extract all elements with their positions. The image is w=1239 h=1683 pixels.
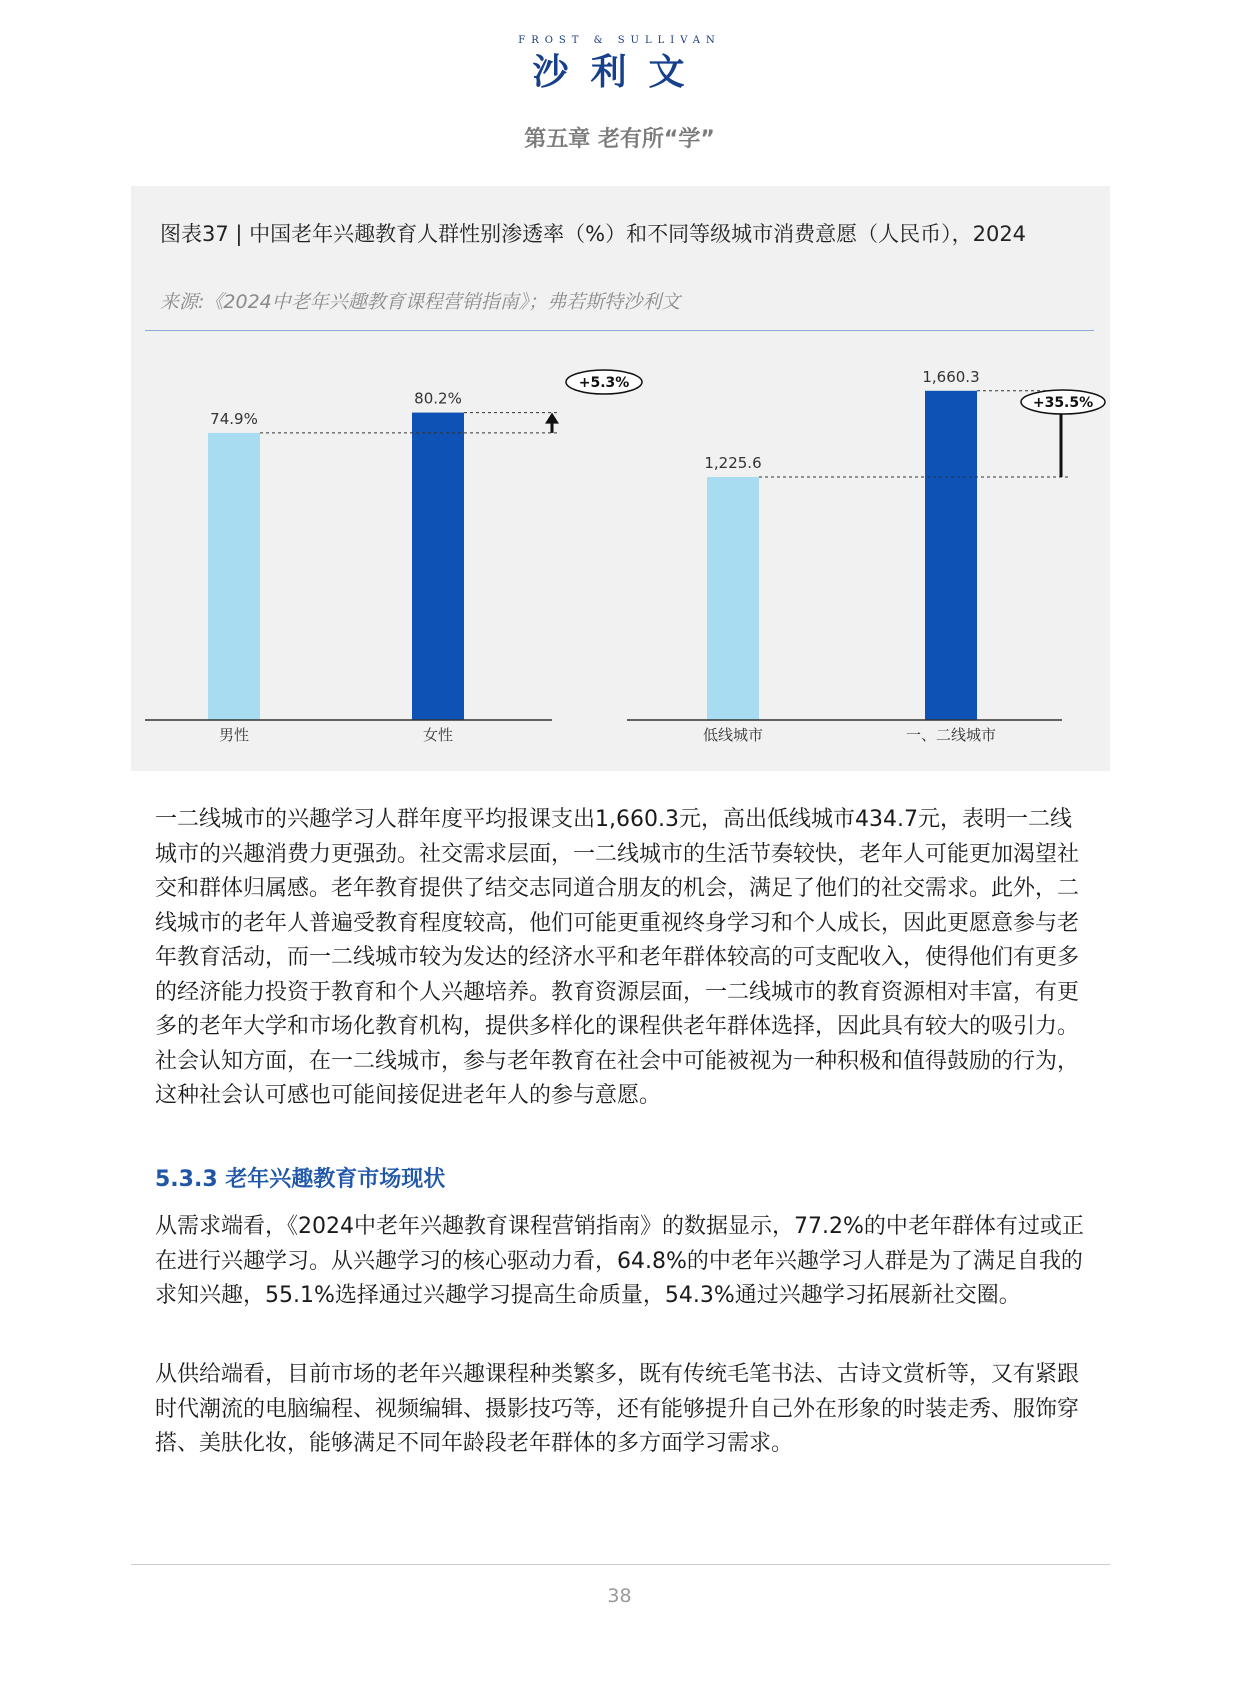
figure-title: 图表37 | 中国老年兴趣教育人群性别渗透率（%）和不同等级城市消费意愿（人民币），2024 [160, 222, 1027, 246]
bar-0-1 [412, 413, 464, 720]
bar-0-0 [208, 433, 260, 720]
data-label-1-1: 1,660.3 [922, 367, 980, 386]
figure-source: 来源:《2024中老年兴趣教育课程营销指南》；弗若斯特沙利文 [160, 291, 681, 313]
logo-english: FROST & SULLIVAN [518, 35, 721, 46]
diff-badge-label-1: +35.5% [1032, 395, 1094, 411]
body-paragraph-2: 从需求端看，《2024中老年兴趣教育课程营销指南》的数据显示，77.2%的中老年群体有过或正在进行兴趣学习。从兴趣学习的核心驱动力看，64.8%的中老年兴趣学习人群是为了满足自我的求知兴趣，55.1%选择通过兴趣学习提高生命质量，54.3%通过兴趣学习拓展新社交圈。 [155, 1214, 1084, 1308]
section-heading: 5.3.3 老年兴趣教育市场现状 [155, 1167, 446, 1192]
body-paragraph-3: 从供给端看，目前市场的老年兴趣课程种类繁多，既有传统毛笔书法、古诗文赏析等，又有紧跟时代潮流的电脑编程、视频编辑、摄影技巧等，还有能够提升自己外在形象的时装走秀、服饰穿搭、美肤化妆，能够满足不同年龄段老年群体的多方面学习需求。 [155, 1362, 1080, 1456]
data-label-0-1: 80.2% [414, 389, 462, 408]
category-label-1-0: 低线城市 [702, 726, 764, 744]
logo-chinese: 沙利文 [532, 52, 707, 93]
bar-charts [131, 186, 1110, 771]
bar-1-0 [707, 477, 759, 720]
chapter-title: 第五章 老有所“学” [524, 127, 715, 152]
diff-arrow-head-0 [545, 413, 559, 424]
body-paragraph-1: 一二线城市的兴趣学习人群年度平均报课支出1,660.3元，高出低线城市434.7元，表明一二线城市的兴趣消费力更强劲。社交需求层面，一二线城市的生活节奏较快，老年人可能更加渴望社交和群体归属感。老年教育提供了结交志同道合朋友的机会，满足了他们的社交需求。此外，二线城市的老年人普遍受教育程度较高，他们可能更重视终身学习和个人成长，因此更愿意参与老年教育活动，而一二线城市较为发达的经济水平和老年群体较高的可支配收入，使得他们有更多的经济能力投资于教育和个人兴趣培养。教育资源层面，一二线城市的教育资源相对丰富，有更多的老年大学和市场化教育机构，提供多样化的课程供老年群体选择，因此具有较大的吸引力。社会认知方面，在一二线城市，参与老年教育在社会中可能被视为一种积极和值得鼓励的行为，这种社会认可感也可能间接促进老年人的参与意愿。 [155, 807, 1080, 1108]
bar-1-1 [925, 391, 977, 720]
data-label-1-0: 1,225.6 [704, 453, 762, 472]
data-label-0-0: 74.9% [210, 409, 258, 428]
diff-badge-label-0: +5.3% [578, 375, 630, 391]
category-label-0-1: 女性 [422, 726, 454, 744]
figure-panel [131, 186, 1110, 771]
category-label-0-0: 男性 [218, 726, 250, 744]
footer-divider [131, 1564, 1110, 1565]
category-label-1-1: 一、二线城市 [905, 726, 997, 744]
page-number: 38 [607, 1585, 632, 1607]
